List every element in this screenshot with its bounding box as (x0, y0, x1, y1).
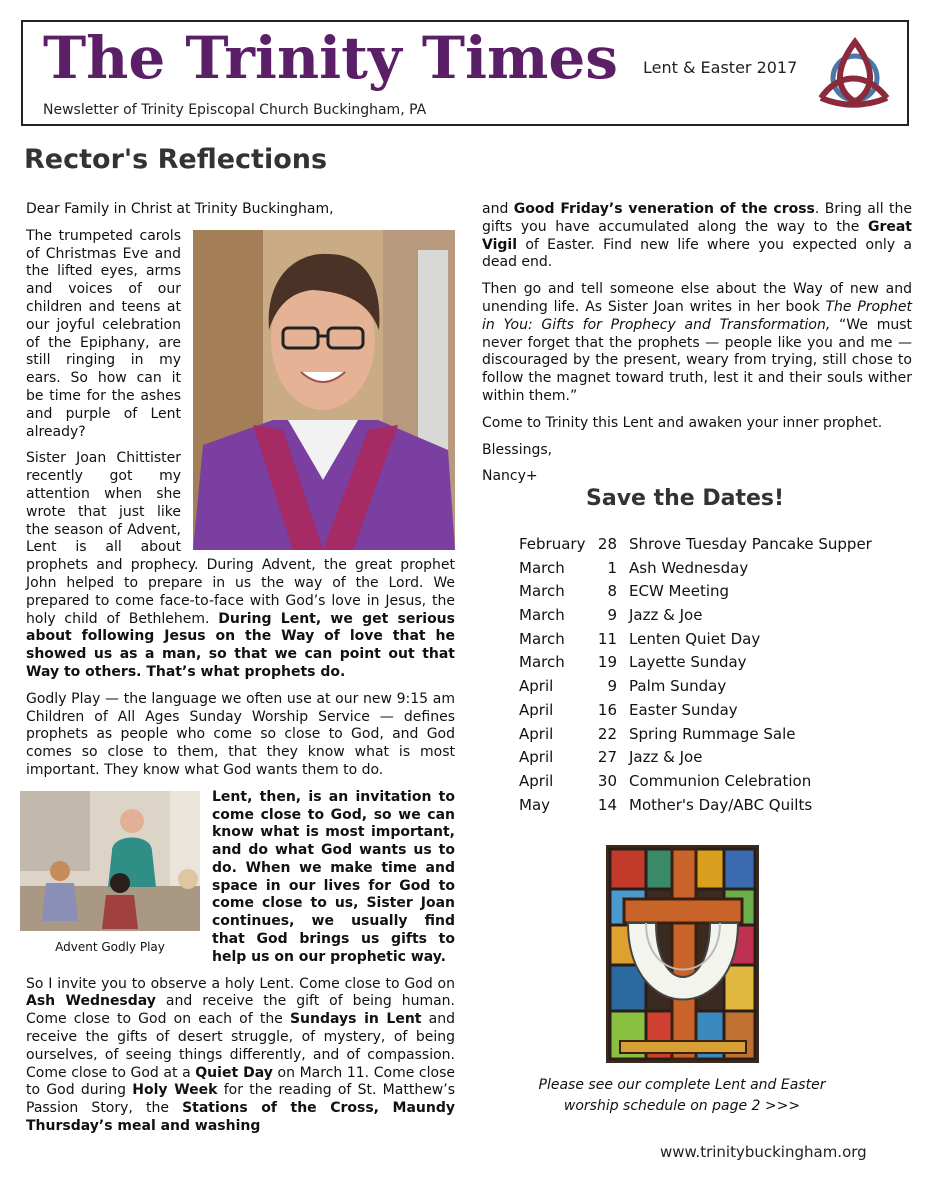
date-day: 14 (597, 795, 617, 814)
c2p1-text-1: and (482, 201, 514, 217)
date-event: Easter Sunday (629, 700, 738, 719)
date-month: April (519, 700, 554, 719)
website-link[interactable]: www.trinitybuckingham.org (660, 1143, 867, 1161)
p5-text-1: So I invite you to observe a holy Lent. Come close to God on (26, 975, 455, 992)
date-event: Palm Sunday (629, 677, 727, 696)
letter-paragraph-4-bold: Lent, then, is an invitation to come close to God, so we can know what is most important, and do what God wants us to do. When we make time and space in our lives for God to come close to us, Sister Joan continues, we usually find that God brings us gifts to help us on our prophetic way. (212, 788, 455, 965)
letter-column-right (482, 201, 912, 495)
c2p1-text-3: of Easter. Find new life where you expected only a dead end. (482, 236, 912, 271)
letter-paragraph-8: Come to Trinity this Lent and awaken your inner prophet. (482, 414, 883, 431)
date-event: Ash Wednesday (629, 558, 749, 577)
date-day: 28 (597, 535, 617, 553)
date-month: March (519, 582, 565, 601)
edition-label: Lent & Easter 2017 (643, 58, 798, 77)
date-event: Mother's Day/ABC Quilts (629, 795, 813, 814)
date-day: 8 (607, 582, 617, 601)
date-event: Jazz & Joe (629, 748, 703, 767)
date-month: May (519, 795, 551, 814)
date-event: Shrove Tuesday Pancake Supper (629, 535, 872, 553)
letter-greeting: Dear Family in Christ at Trinity Buckingham, (26, 201, 334, 217)
newsletter-subtitle: Newsletter of Trinity Episcopal Church Buckingham, PA (43, 102, 427, 118)
letter-paragraph-7 (482, 281, 912, 406)
date-day: 1 (607, 558, 617, 577)
letter-column-left (26, 201, 455, 1145)
date-day: 11 (597, 629, 617, 648)
p5-bold-1: Ash Wednesday (26, 993, 156, 1010)
letter-paragraph-1: The trumpeted carols of Christmas Eve and the lifted eyes, arms and voices of our children and teens at our joyful celebration of the Epiphany, are still ringing in my ears. So how can it be time for the ashes and purple of Lent already? (26, 227, 181, 440)
triquetra-icon (815, 36, 895, 112)
date-month: March (519, 653, 565, 672)
p5-text-2: and receive the gift of being human. Come close to God on each of the (26, 993, 455, 1028)
date-month: April (519, 771, 554, 790)
date-day: 27 (597, 748, 617, 767)
date-event: Jazz & Joe (629, 606, 703, 625)
godly-play-figure (20, 791, 200, 954)
letter-paragraph-6 (482, 201, 912, 272)
letter-signature: Nancy+ (482, 468, 538, 485)
date-event: Lenten Quiet Day (629, 629, 761, 648)
photo-caption: Advent Godly Play (55, 939, 165, 954)
date-month: April (519, 748, 554, 767)
letter-paragraph-5 (26, 976, 455, 1136)
letter-closing: Blessings, (482, 441, 553, 458)
letter-paragraph-2-text: Sister Joan Chittister recently got my attention when she wrote that just like the season of Advent, Lent is all about prophets and prophecy. During Advent, the great prophet John helped to prepare in us the way of the Lord. We prepared to come face-to-face with God’s love in Jesus, the holy child of Bethlehem. (26, 450, 455, 627)
date-day: 9 (607, 677, 617, 696)
stained-glass-cross-image (606, 845, 759, 1063)
p5-text-3: and receive the gifts of desert struggle, of mystery, of being ourselves, of seeing things differently, and of compassion. Come close to God at a (26, 1011, 455, 1081)
c2p1-bold-1: Good Friday’s veneration of the cross (513, 201, 815, 217)
date-day: 30 (597, 771, 617, 790)
c2p1-bold-2: Great Vigil (482, 218, 912, 253)
p5-text-4: on March 11. Come close to God during (26, 1064, 455, 1099)
p5-bold-2: Sundays in Lent (289, 1011, 422, 1028)
date-day: 16 (597, 700, 617, 719)
p5-bold-4: Holy Week (132, 1082, 218, 1099)
date-month: April (519, 724, 554, 743)
godly-play-photo (20, 791, 200, 931)
date-day: 9 (607, 606, 617, 625)
p5-bold-5: Stations of the Cross, Maundy Thursday’s meal and washing (26, 1100, 455, 1135)
date-event: ECW Meeting (629, 582, 730, 601)
book-title: The Prophet in You: Gifts for Prophecy and Transformation, (482, 298, 912, 333)
date-month: April (519, 677, 554, 696)
date-month: February (519, 535, 586, 553)
date-day: 19 (597, 653, 617, 672)
c2p1-text-2: . Bring all the gifts you have accumulated along the way to the (482, 201, 912, 235)
date-month: March (519, 558, 565, 577)
newsletter-title: The Trinity Times (43, 24, 618, 92)
section-title: Rector's Reflections (24, 144, 328, 175)
c2p2-text-1: Then go and tell someone else about the Way of new and unending life. As Sister Joan writes in her book (482, 281, 912, 315)
date-event: Layette Sunday (629, 653, 747, 672)
letter-paragraph-3: Godly Play — the language we often use at our new 9:15 am Children of All Ages Sunday Worship Service — defines prophets as people who come so close to God, and God comes so close to them, that they know what is most important. They know what God wants them to do. (26, 690, 455, 778)
date-month: March (519, 629, 565, 648)
date-event: Spring Rummage Sale (629, 724, 796, 743)
p5-text-5: for the reading of St. Matthew’s Passion Story, the (26, 1082, 456, 1117)
p5-bold-3: Quiet Day (195, 1064, 273, 1081)
schedule-note: Please see our complete Lent and Easter worship schedule on page 2 >>> (538, 1077, 826, 1114)
date-day: 22 (597, 724, 617, 743)
rector-photo (193, 230, 455, 550)
save-the-dates-title: Save the Dates! (586, 486, 785, 511)
date-event: Communion Celebration (629, 771, 812, 790)
masthead (21, 20, 909, 126)
letter-paragraph-2-bold: During Lent, we get serious about following Jesus on the Way of love that he showed us as a man, so that we can point out that Way to others. That’s what prophets do. (26, 610, 455, 680)
c2p2-text-2: “We must never forget that the prophets — people like you and me — discouraged by the present, weary from trying, still chose to follow the magnet toward truth, lest it and their souls wither within them.” (482, 316, 912, 404)
date-month: March (519, 606, 565, 625)
